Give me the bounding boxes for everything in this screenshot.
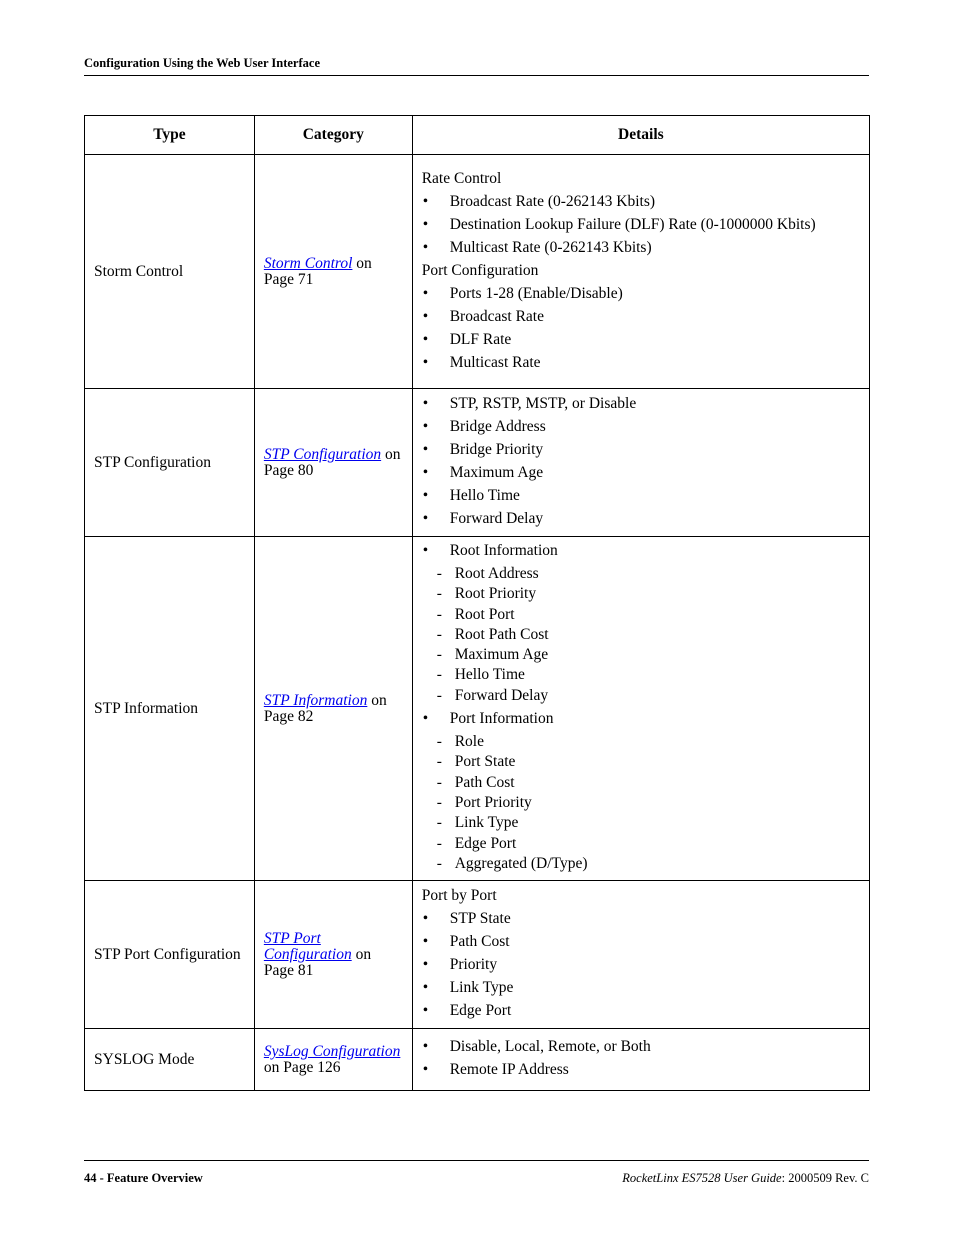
type-cell: SYSLOG Mode <box>85 1029 255 1091</box>
page-reference: on Page 71 <box>263 254 372 288</box>
list-item-text: Bridge Priority <box>449 441 544 458</box>
category-cell <box>254 881 412 1029</box>
bullet-list <box>422 191 860 260</box>
sub-list-item: - Hello Time <box>422 665 860 685</box>
list-item-text: Path Cost <box>449 933 510 951</box>
column-header-category: Category <box>254 116 412 155</box>
type-cell: STP Information <box>85 537 255 881</box>
list-item-text: Edge Port <box>449 1002 512 1020</box>
list-item-text: Hello Time <box>449 487 520 504</box>
table-row <box>85 389 870 537</box>
sub-list-item: - Edge Port <box>422 834 860 854</box>
list-item <box>422 1000 860 1023</box>
sub-list-item: - Forward Delay <box>422 686 860 706</box>
list-item <box>422 306 860 329</box>
list-item <box>422 1036 860 1059</box>
page-reference: on Page 126 <box>263 1058 341 1076</box>
list-item-text: STP, RSTP, MSTP, or Disable <box>449 395 637 412</box>
list-item <box>422 540 860 563</box>
bullet-list <box>422 1036 860 1082</box>
details-cell <box>412 881 869 1029</box>
type-cell: Storm Control <box>85 155 255 389</box>
category-cell <box>254 1029 412 1091</box>
sub-list-item: - Link Type <box>422 813 860 833</box>
list-item <box>422 931 860 954</box>
list-item <box>422 214 860 237</box>
list-item-text: Priority <box>449 956 498 974</box>
table-row <box>85 155 870 389</box>
list-item-text: Port Information <box>449 710 554 728</box>
list-item <box>422 462 860 485</box>
page-reference: on Page 80 <box>263 445 401 479</box>
list-item-text: Root Information <box>449 542 558 559</box>
list-item-text: Maximum Age <box>449 464 544 481</box>
list-item-text: Destination Lookup Failure (DLF) Rate (0-1000000 Kbits) <box>449 215 816 233</box>
list-item <box>422 416 860 439</box>
list-item-text: Disable, Local, Remote, or Both <box>449 1038 651 1056</box>
list-item <box>422 908 860 931</box>
list-item-text: Remote IP Address <box>449 1061 569 1079</box>
list-item <box>422 1059 860 1082</box>
sub-list-item: - Role <box>422 732 860 752</box>
detail-text: Port Configuration <box>421 261 539 279</box>
bullet-list <box>422 908 860 1023</box>
list-item-text: Multicast Rate (0-262143 Kbits) <box>449 238 652 256</box>
list-item <box>422 954 860 977</box>
list-item <box>422 352 860 375</box>
page-reference: on Page 81 <box>263 945 372 979</box>
list-item-text: Multicast Rate <box>449 353 541 371</box>
bullet-list <box>422 708 860 731</box>
list-item <box>422 485 860 508</box>
details-cell <box>412 389 869 537</box>
type-cell: STP Port Configuration <box>85 881 255 1029</box>
type-cell: STP Configuration <box>85 389 255 537</box>
list-item-text: Forward Delay <box>449 510 544 527</box>
column-header-details: Details <box>412 116 869 155</box>
list-item-text: Bridge Address <box>449 418 546 435</box>
feature-table <box>84 115 870 1091</box>
list-item <box>422 977 860 1000</box>
category-cell <box>254 155 412 389</box>
running-header: Configuration Using the Web User Interface <box>84 56 869 76</box>
cross-reference-link[interactable]: STP Port Configuration <box>263 929 352 963</box>
cross-reference-link[interactable]: STP Configuration <box>263 445 382 463</box>
list-item <box>422 329 860 352</box>
page-reference: on Page 82 <box>263 691 387 725</box>
footer-document-label <box>622 1171 869 1186</box>
sub-list-item: - Aggregated (D/Type) <box>422 854 860 874</box>
list-item-text: Ports 1-28 (Enable/Disable) <box>449 284 623 302</box>
details-cell <box>412 537 869 881</box>
table-header-row <box>85 116 870 155</box>
list-item-text: STP State <box>449 910 511 928</box>
sub-list-item: - Root Port <box>422 605 860 625</box>
list-item <box>422 708 860 731</box>
sub-list-item: - Port Priority <box>422 793 860 813</box>
sub-list-item: - Maximum Age <box>422 645 860 665</box>
list-item <box>422 191 860 214</box>
cross-reference-link[interactable]: Storm Control <box>263 254 353 272</box>
bullet-list <box>422 393 860 531</box>
page-footer <box>84 1160 869 1185</box>
table-row <box>85 1029 870 1091</box>
list-item <box>422 393 860 416</box>
sub-list-item: - Root Priority <box>422 584 860 604</box>
category-cell <box>254 537 412 881</box>
list-item <box>422 237 860 260</box>
sub-list <box>422 564 860 706</box>
sub-list-item: - Port State <box>422 752 860 772</box>
cross-reference-link[interactable]: STP Information <box>263 691 368 709</box>
details-cell <box>412 155 869 389</box>
bullet-list <box>422 540 860 563</box>
list-item <box>422 508 860 531</box>
list-item <box>422 283 860 306</box>
list-item-text: Broadcast Rate (0-262143 Kbits) <box>449 192 656 210</box>
detail-text: Rate Control <box>421 169 502 187</box>
table-row <box>85 881 870 1029</box>
cross-reference-link[interactable]: SysLog Configuration <box>263 1042 401 1060</box>
details-cell <box>412 1029 869 1091</box>
list-item-text: DLF Rate <box>449 330 512 348</box>
list-item <box>422 439 860 462</box>
sub-list-item: - Root Address <box>422 564 860 584</box>
bullet-list <box>422 283 860 375</box>
sub-list-item: - Root Path Cost <box>422 625 860 645</box>
footer-revision: : 2000509 Rev. C <box>781 1171 869 1185</box>
list-item-text: Broadcast Rate <box>449 307 544 325</box>
table-row <box>85 537 870 881</box>
category-cell <box>254 389 412 537</box>
sub-list-item: - Path Cost <box>422 773 860 793</box>
column-header-type: Type <box>85 116 255 155</box>
footer-product-name: RocketLinx ES7528 User Guide <box>622 1171 782 1185</box>
footer-page-label: 44 - Feature Overview <box>84 1171 203 1185</box>
detail-text: Port by Port <box>421 887 497 905</box>
sub-list <box>422 732 860 874</box>
list-item-text: Link Type <box>449 979 514 997</box>
